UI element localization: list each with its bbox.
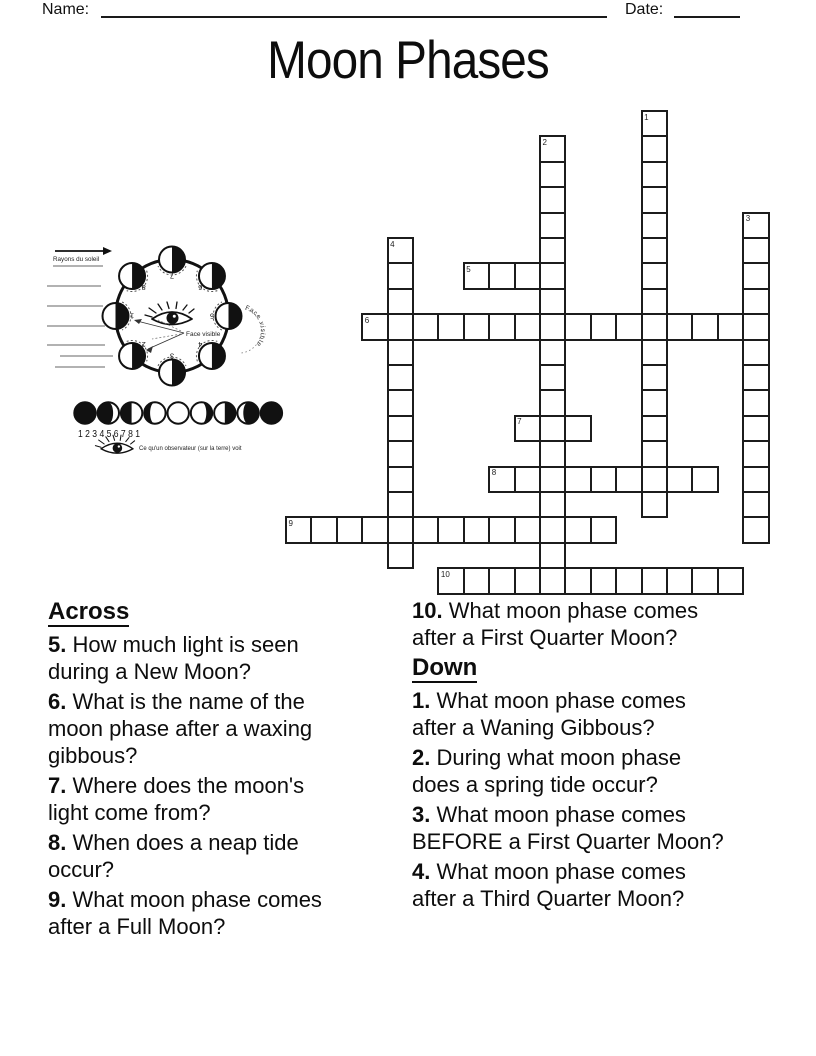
crossword-cell[interactable] <box>742 415 769 442</box>
clue-text: What is the name of the moon phase after a waxing gibbous? <box>48 689 313 768</box>
crossword-cell[interactable] <box>641 339 668 366</box>
clue-text: What moon phase comes after a Third Quarter Moon? <box>412 859 686 911</box>
crossword-cell[interactable] <box>539 542 566 569</box>
crossword-cell[interactable] <box>564 567 591 594</box>
clue-number: 7. <box>48 773 67 798</box>
crossword-cell[interactable] <box>641 440 668 467</box>
clue-text: What moon phase comes BEFORE a First Quarter Moon? <box>412 802 724 854</box>
crossword-cell[interactable] <box>590 466 617 493</box>
observer-caption: Ce qu'un observateur (sur la terre) voit <box>139 446 242 452</box>
crossword-cell[interactable] <box>539 135 566 162</box>
moon-orbit-group <box>103 247 242 386</box>
crossword-cell[interactable] <box>539 364 566 391</box>
crossword-cell[interactable] <box>742 440 769 467</box>
crossword-cell[interactable] <box>514 262 541 289</box>
crossword-cell[interactable] <box>590 313 617 340</box>
cell-number: 10 <box>440 569 450 579</box>
crossword-cell[interactable] <box>514 567 541 594</box>
crossword-cell[interactable] <box>641 491 668 518</box>
cell-number: 2 <box>542 137 547 147</box>
cell-number: 6 <box>364 315 370 325</box>
crossword-cell[interactable] <box>590 567 617 594</box>
crossword-cell[interactable] <box>641 212 668 239</box>
crossword-cell[interactable] <box>463 516 490 543</box>
strip-moon-new <box>261 402 282 423</box>
strip-numbers: 1 2 3 4 5 6 7 8 1 <box>78 429 141 440</box>
sun-rays-label: Rayons du soleil <box>53 256 100 263</box>
crossword-cell[interactable] <box>463 262 490 289</box>
orbit-moon-number: 6 <box>198 283 203 293</box>
clue-item <box>412 687 784 741</box>
clue-item <box>412 801 784 855</box>
crossword-cell[interactable] <box>336 516 363 543</box>
crossword-cell[interactable] <box>387 516 414 543</box>
strip-moon-full <box>168 402 189 423</box>
crossword-cell[interactable] <box>641 135 668 162</box>
crossword-cell[interactable] <box>742 339 769 366</box>
crossword-cell[interactable] <box>412 516 439 543</box>
crossword-cell[interactable] <box>539 186 566 213</box>
crossword-cell[interactable] <box>488 516 515 543</box>
moon-phases-diagram <box>40 244 300 468</box>
crossword-cell[interactable] <box>666 466 693 493</box>
crossword-cell[interactable] <box>641 288 668 315</box>
crossword-cell[interactable] <box>488 466 515 493</box>
crossword-cell[interactable] <box>666 567 693 594</box>
face-visible-curved-label: Face visible <box>244 304 267 349</box>
clue-text: What moon phase comes after a Full Moon? <box>48 887 322 939</box>
name-label: Name: <box>42 1 90 18</box>
crossword-cell[interactable] <box>514 313 541 340</box>
crossword-cell[interactable] <box>641 415 668 442</box>
down-clue-list <box>412 687 784 912</box>
crossword-cell[interactable] <box>387 313 414 340</box>
crossword-cell[interactable] <box>742 466 769 493</box>
orbit-moon-number: 7 <box>169 271 175 281</box>
clue-number: 6. <box>48 689 67 714</box>
clue-item <box>48 829 408 883</box>
crossword-cell[interactable] <box>564 466 591 493</box>
crossword-cell[interactable] <box>539 389 566 416</box>
crossword-cell[interactable] <box>641 364 668 391</box>
crossword-cell[interactable] <box>666 313 693 340</box>
crossword-cell[interactable] <box>539 415 566 442</box>
crossword-cell[interactable] <box>641 110 668 137</box>
crossword-cell[interactable] <box>387 466 414 493</box>
crossword-cell[interactable] <box>387 262 414 289</box>
crossword-cell[interactable] <box>615 466 642 493</box>
clue-item <box>48 772 408 826</box>
crossword-cell[interactable] <box>615 313 642 340</box>
crossword-cell[interactable] <box>539 161 566 188</box>
across-clue-list-continued <box>412 597 784 651</box>
crossword-cell[interactable] <box>742 389 769 416</box>
orbit-moon-number: 3 <box>169 351 175 361</box>
crossword-cell[interactable] <box>387 364 414 391</box>
across-clue-list <box>48 631 408 940</box>
crossword-cell[interactable] <box>387 415 414 442</box>
crossword-cell[interactable] <box>742 288 769 315</box>
crossword-cell[interactable] <box>691 567 718 594</box>
clues-left-column <box>48 598 408 943</box>
crossword-cell[interactable] <box>539 466 566 493</box>
crossword-cell[interactable] <box>539 567 566 594</box>
crossword-cell[interactable] <box>387 389 414 416</box>
crossword-cell[interactable] <box>514 415 541 442</box>
crossword-cell[interactable] <box>641 262 668 289</box>
sun-rays-group <box>47 247 113 367</box>
crossword-cell[interactable] <box>387 440 414 467</box>
down-heading: Down <box>412 654 478 681</box>
crossword-cell[interactable] <box>742 516 769 543</box>
clue-item <box>48 631 408 685</box>
crossword-cell[interactable] <box>742 364 769 391</box>
crossword-cell[interactable] <box>387 288 414 315</box>
crossword-cell[interactable] <box>717 567 744 594</box>
crossword-cell[interactable] <box>691 466 718 493</box>
crossword-cell[interactable] <box>641 237 668 264</box>
crossword-cell[interactable] <box>539 440 566 467</box>
clue-text: During what moon phase does a spring tide occur? <box>412 745 682 797</box>
face-visible-label: Face visible <box>186 331 221 338</box>
crossword-cell[interactable] <box>641 389 668 416</box>
clue-number: 1. <box>412 688 431 713</box>
cell-number: 5 <box>466 264 471 274</box>
clue-text: How much light is seen during a New Moon? <box>48 632 299 684</box>
clues-right-column <box>412 597 784 915</box>
crossword-cell[interactable] <box>539 339 566 366</box>
crossword-cell[interactable] <box>564 313 591 340</box>
cell-number: 7 <box>517 417 522 427</box>
crossword-cell[interactable] <box>361 313 388 340</box>
crossword-cell[interactable] <box>539 491 566 518</box>
clue-number: 8. <box>48 830 67 855</box>
cell-number: 3 <box>745 214 751 224</box>
cell-number: 9 <box>288 518 293 528</box>
crossword-cell[interactable] <box>437 567 464 594</box>
crossword-cell[interactable] <box>514 466 541 493</box>
crossword-cell[interactable] <box>564 415 591 442</box>
clue-item <box>48 886 408 940</box>
crossword-cell[interactable] <box>361 516 388 543</box>
crossword-cell[interactable] <box>742 491 769 518</box>
crossword-grid <box>285 110 771 596</box>
date-label: Date: <box>625 1 664 18</box>
crossword-cell[interactable] <box>387 542 414 569</box>
cell-number: 4 <box>390 239 395 249</box>
crossword-cell[interactable] <box>539 313 566 340</box>
crossword-cell[interactable] <box>387 491 414 518</box>
crossword-cell[interactable] <box>742 212 769 239</box>
crossword-cell[interactable] <box>641 313 668 340</box>
crossword-cell[interactable] <box>488 567 515 594</box>
crossword-cell[interactable] <box>514 516 541 543</box>
clue-item <box>412 597 784 651</box>
clue-number: 2. <box>412 745 431 770</box>
crossword-cell[interactable] <box>742 262 769 289</box>
date-blank-line[interactable] <box>674 16 740 18</box>
crossword-cell[interactable] <box>742 237 769 264</box>
crossword-cell[interactable] <box>488 262 515 289</box>
phase-strip-group <box>74 402 282 453</box>
clue-text: What moon phase comes after a First Quarter Moon? <box>412 598 699 650</box>
clue-number: 4. <box>412 859 431 884</box>
cell-number: 8 <box>491 468 497 478</box>
clue-item <box>412 858 784 912</box>
orbit-moon-number: 5 <box>209 311 215 321</box>
orbit-moon-number: 8 <box>141 283 146 293</box>
crossword-cell[interactable] <box>539 212 566 239</box>
clue-number: 10. <box>412 598 443 623</box>
crossword-cell[interactable] <box>539 516 566 543</box>
clue-number: 9. <box>48 887 67 912</box>
crossword-cell[interactable] <box>717 313 744 340</box>
crossword-cell[interactable] <box>564 516 591 543</box>
clue-number: 5. <box>48 632 67 657</box>
orbit-moon-number: 2 <box>141 339 146 349</box>
crossword-cell[interactable] <box>488 313 515 340</box>
crossword-cell[interactable] <box>615 567 642 594</box>
clue-item <box>48 688 408 769</box>
crossword-cell[interactable] <box>691 313 718 340</box>
crossword-cell[interactable] <box>387 237 414 264</box>
across-heading: Across <box>48 598 130 625</box>
clue-text: Where does the moon's light come from? <box>48 773 305 825</box>
clue-text: When does a neap tide occur? <box>48 830 299 882</box>
cell-number: 1 <box>644 112 649 122</box>
crossword-cell[interactable] <box>641 161 668 188</box>
crossword-cell[interactable] <box>539 288 566 315</box>
crossword-cell[interactable] <box>590 516 617 543</box>
crossword-cell[interactable] <box>641 567 668 594</box>
crossword-cell[interactable] <box>539 262 566 289</box>
observer-eye-icon <box>145 302 194 325</box>
crossword-cell[interactable] <box>285 516 312 543</box>
crossword-cell[interactable] <box>412 313 439 340</box>
clue-text: What moon phase comes after a Waning Gibbous? <box>412 688 686 740</box>
crossword-cell[interactable] <box>742 313 769 340</box>
crossword-cell[interactable] <box>387 339 414 366</box>
orbit-moon-number: 4 <box>198 339 203 349</box>
orbit-moon-number: 1 <box>129 311 135 321</box>
clue-item <box>412 744 784 798</box>
crossword-cell[interactable] <box>437 516 464 543</box>
page-title: Moon Phases <box>267 31 549 90</box>
crossword-cell[interactable] <box>310 516 337 543</box>
crossword-cell[interactable] <box>463 313 490 340</box>
crossword-cell[interactable] <box>437 313 464 340</box>
name-blank-line[interactable] <box>101 16 607 18</box>
clue-number: 3. <box>412 802 431 827</box>
crossword-cell[interactable] <box>539 237 566 264</box>
crossword-cell[interactable] <box>641 186 668 213</box>
crossword-cell[interactable] <box>641 466 668 493</box>
crossword-cell[interactable] <box>463 567 490 594</box>
strip-moon-new <box>74 402 95 423</box>
